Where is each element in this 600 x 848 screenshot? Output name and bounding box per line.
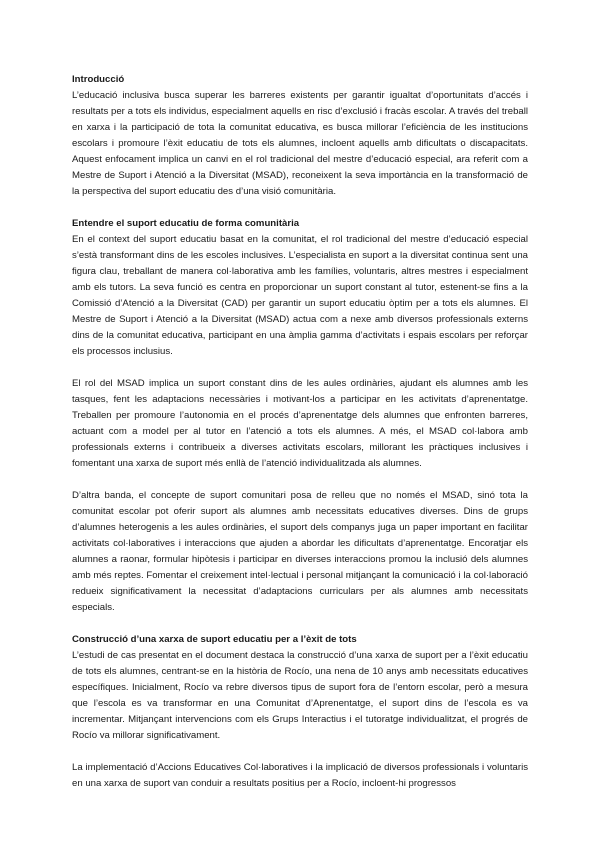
paragraph: El rol del MSAD implica un suport constant dins de les aules ordinàries, ajudant els alumnes amb les tasques, fent les adaptacions necessàries i motivant-los a participar en les activitats d’aprenentatge. Treballen per promoure l’autonomia en el procés d’aprenentatge dels alumnes que enfronten barreres, actuant com a model per al tutor en l’atenció a tots els alumnes. A més, el MSAD col·labora amb professionals externs i contribueix a diverses activitats escolars, millorant les pràctiques inclusives i fomentant una xarxa de suport més enllà de l’atenció individualitzada als alumnes. xyxy=(72,378,528,469)
section-heading: Introducció xyxy=(72,74,125,85)
section-introduccio xyxy=(72,72,528,200)
document-page xyxy=(72,72,528,792)
section-heading: Construcció d’una xarxa de suport educatiu per a l’èxit de tots xyxy=(72,634,357,645)
paragraph: En el context del suport educatiu basat en la comunitat, el rol tradicional del mestre d’educació especial s’està transformant dins de les escoles inclusives. L’especialista en suport a la diversitat continua sent una figura clau, treballant de manera col·laborativa amb les famílies, voluntaris, altres mestres i especialment amb els tutors. La seva funció es centra en proporcionar un suport constant al tutor, estenent-se fins a la Comissió d’Atenció a la Diversitat (CAD) per garantir un suport educatiu òptim per a tots els alumnes. El Mestre de Suport i Atenció a la Diversitat (MSAD) actua com a nexe amb diversos professionals externs dins de la comunitat educativa, participant en una àmplia gamma d’activitats i espais escolars per reforçar els processos inclusius. xyxy=(72,234,528,357)
section-xarxa-suport xyxy=(72,632,528,792)
section-suport-comunitari xyxy=(72,216,528,616)
paragraph: L’estudi de cas presentat en el document destaca la construcció d’una xarxa de suport per a l’èxit educatiu de tots els alumnes, centrant-se en la història de Rocío, una nena de 10 anys amb necessitats educatives específiques. Inicialment, Rocío va rebre diversos tipus de suport fora de l’entorn escolar, però a mesura que l’escola es va transformar en una Comunitat d’Aprenentatge, el suport dins de l’escola es va incrementar. Mitjançant intervencions com els Grups Interactius i el tutoratge individualitzat, el progrés de Rocío va millorar significativament. xyxy=(72,650,528,741)
paragraph: D’altra banda, el concepte de suport comunitari posa de relleu que no només el MSAD, sinó tota la comunitat escolar pot oferir suport als alumnes amb necessitats educatives diverses. Dins de grups d’alumnes heterogenis a les aules ordinàries, el suport dels companys juga un paper important en facilitar activitats col·laboratives i interaccions que ajuden a abordar les dificultats d’aprenentatge. Encoratjar els alumnes a raonar, formular hipòtesis i participar en diverses interaccions promou la inclusió dels alumnes amb més reptes. Fomentar el creixement intel·lectual i personal mitjançant la comunicació i la col·laboració redueix significativament la necessitat d’adaptacions curriculars per als alumnes amb necessitats especials. xyxy=(72,490,528,613)
section-heading: Entendre el suport educatiu de forma comunitària xyxy=(72,218,300,229)
paragraph: L’educació inclusiva busca superar les barreres existents per garantir igualtat d’oportunitats d’accés i resultats per a tots els individus, especialment aquells en risc d’exclusió i fracàs escolar. A través del treball en xarxa i la participació de tota la comunitat educativa, es busca millorar l’eficiència de les institucions escolars i promoure l’èxit educatiu de tots els alumnes, incloent aquells amb dificultats o discapacitats. Aquest enfocament implica un canvi en el rol tradicional del mestre d’educació especial, ara referit com a Mestre de Suport i Atenció a la Diversitat (MSAD), reconeixent la seva importància en la transformació de la perspectiva del suport educatiu des d’una visió comunitària. xyxy=(72,90,528,197)
paragraph: La implementació d’Accions Educatives Col·laboratives i la implicació de diversos professionals i voluntaris en una xarxa de suport van conduir a resultats positius per a Rocío, incloent-hi progressos xyxy=(72,762,528,789)
